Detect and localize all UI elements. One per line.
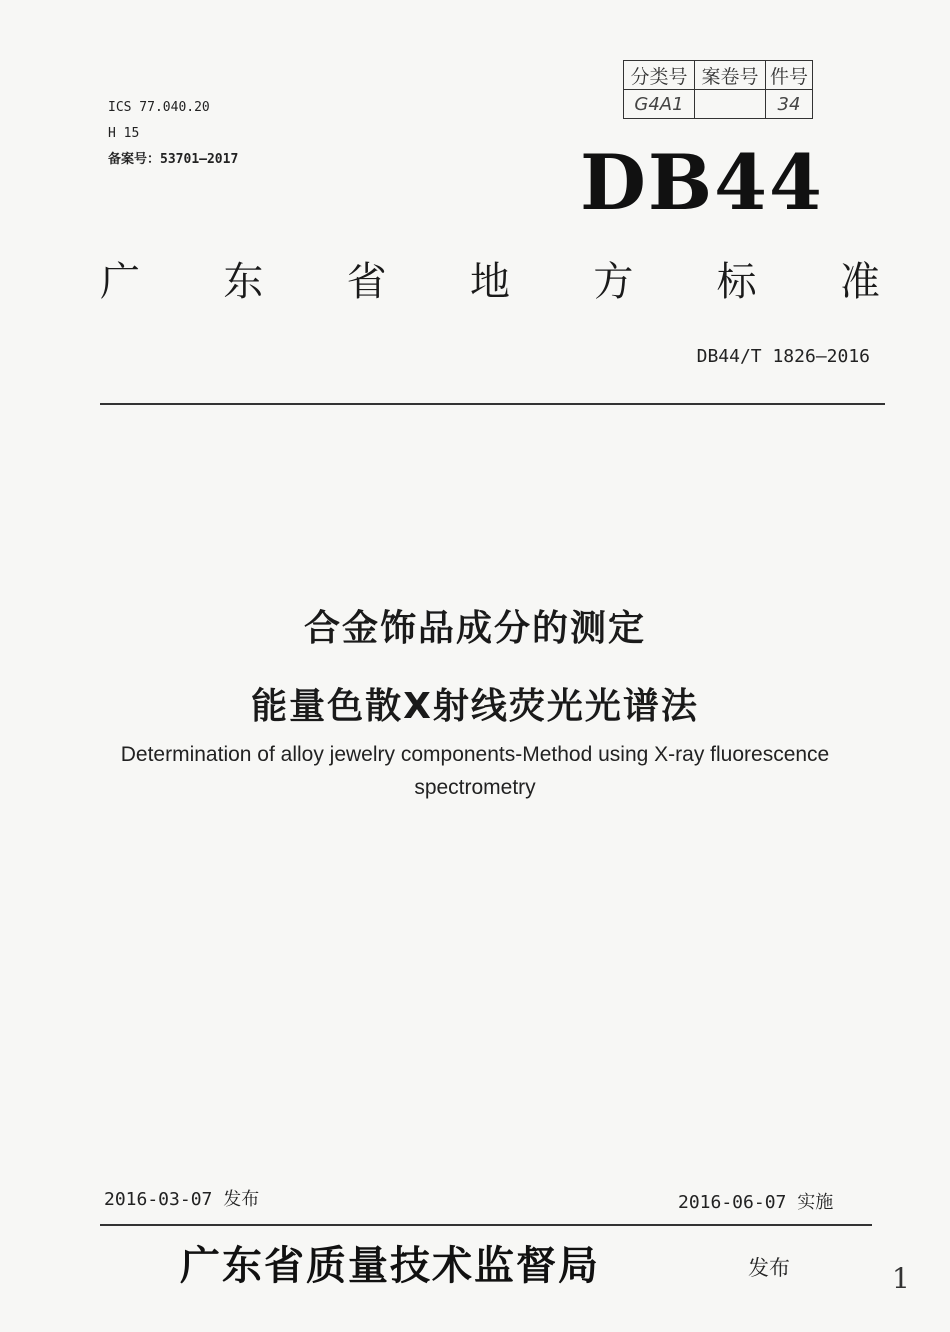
stamp-header-file: 案卷号 bbox=[695, 61, 766, 90]
issue-label: 发布 bbox=[223, 1189, 260, 1210]
standard-type-char: 东 bbox=[223, 259, 264, 305]
record-label: 备案号： bbox=[108, 152, 161, 167]
effective-date: 2016-06-07 bbox=[678, 1192, 787, 1213]
header-divider bbox=[100, 403, 885, 405]
record-number-line bbox=[108, 147, 238, 173]
standard-logo: DB44 bbox=[580, 138, 824, 227]
issue-date: 2016-03-07 bbox=[104, 1189, 213, 1210]
ics-code: ICS 77.040.20 bbox=[108, 100, 210, 115]
standard-type-char: 广 bbox=[100, 259, 140, 305]
title-en-line2: spectrometry bbox=[414, 776, 536, 799]
ccs-code: H 15 bbox=[108, 126, 140, 141]
effective-label: 实施 bbox=[797, 1192, 834, 1213]
stamp-value-file bbox=[695, 90, 766, 119]
standard-type-char: 省 bbox=[346, 259, 387, 305]
stamp-header-item: 件号 bbox=[766, 61, 813, 90]
standard-type-char: 标 bbox=[716, 259, 757, 305]
title-cn-line1: 合金饰品成分的测定 bbox=[303, 608, 646, 649]
issuing-authority: 广东省质量技术监督局 bbox=[180, 1242, 600, 1289]
issue-date-line bbox=[104, 1185, 259, 1211]
title-en bbox=[40, 738, 910, 804]
title-en-line1: Determination of alloy jewelry components-Method using X-ray fluorescence bbox=[120, 743, 830, 766]
standard-type-char: 地 bbox=[469, 259, 510, 305]
stamp-value-item: 34 bbox=[766, 90, 813, 119]
stamp-value-category: G4A1 bbox=[624, 90, 695, 119]
classification-block bbox=[108, 95, 238, 173]
page-number: 1 bbox=[892, 1262, 910, 1295]
standard-type-char: 方 bbox=[593, 259, 634, 305]
stamp-header-category: 分类号 bbox=[624, 61, 695, 90]
record-number: 53701—2017 bbox=[160, 152, 239, 167]
standard-type-char: 准 bbox=[839, 259, 880, 305]
standard-type-title bbox=[100, 250, 880, 307]
standard-code: DB44/T 1826—2016 bbox=[696, 346, 870, 367]
archive-stamp bbox=[623, 60, 813, 119]
effective-date-line bbox=[678, 1188, 833, 1214]
title-cn-line2: 能量色散X射线荧光光谱法 bbox=[251, 686, 699, 727]
publish-label: 发布 bbox=[748, 1256, 790, 1280]
footer-divider bbox=[100, 1224, 872, 1226]
